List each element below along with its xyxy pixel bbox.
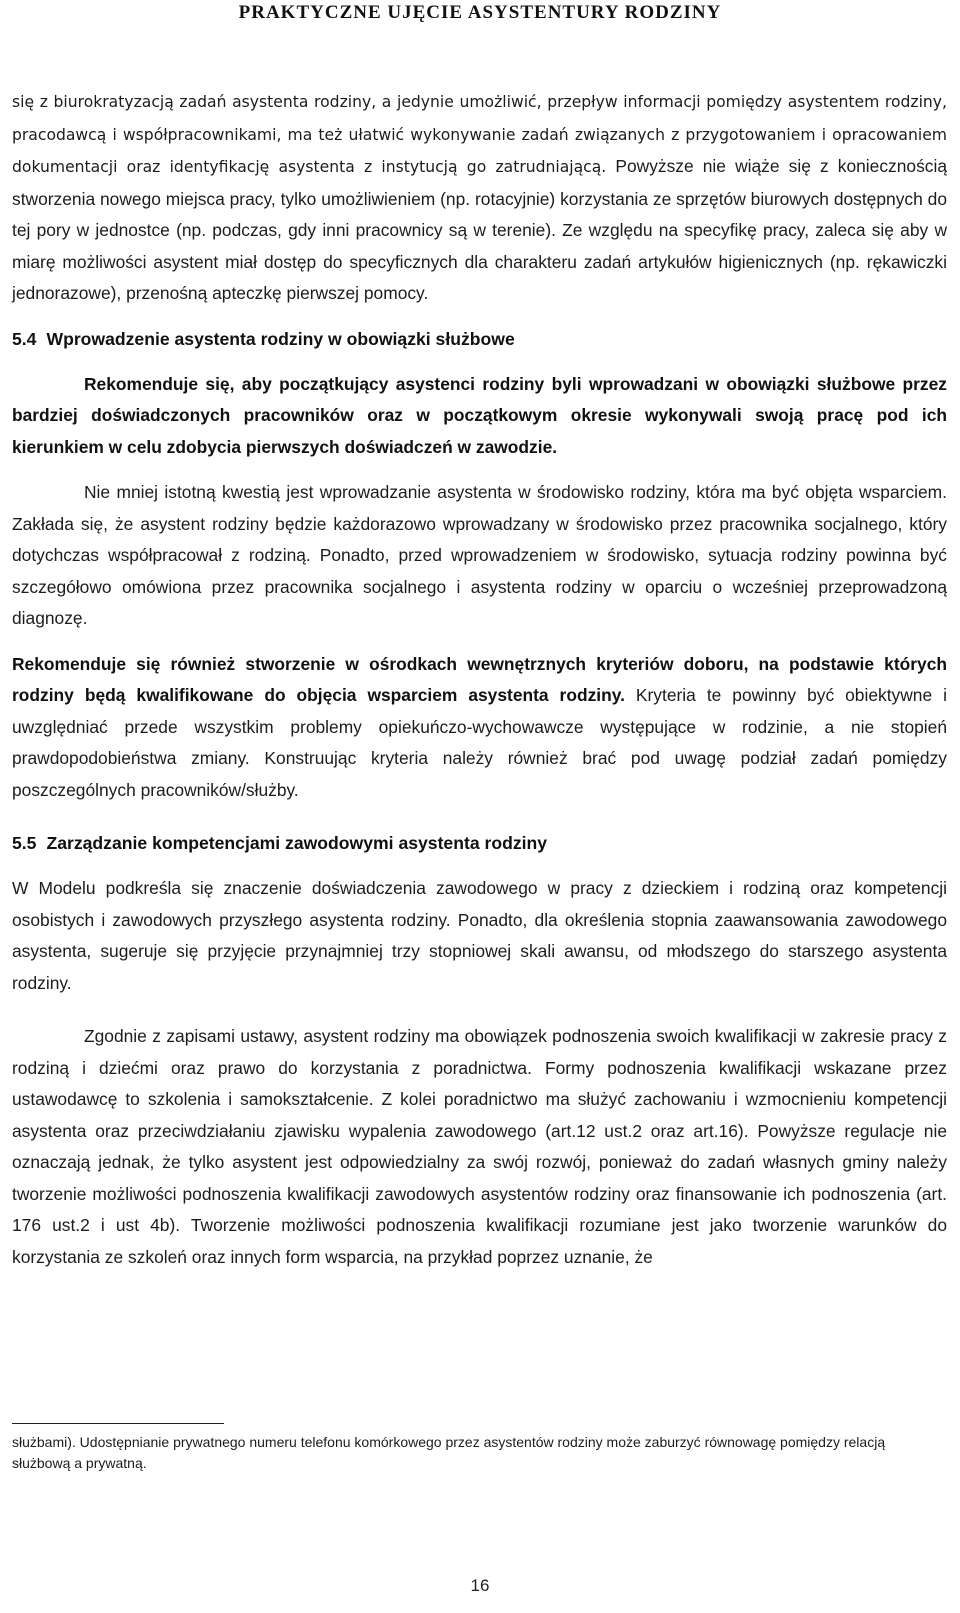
section-title: Zarządzanie kompetencjami zawodowymi asystenta rodziny bbox=[46, 833, 548, 853]
footnote-separator bbox=[12, 1423, 224, 1424]
page-number: 16 bbox=[470, 1576, 490, 1595]
recommendation-paragraph bbox=[12, 369, 947, 464]
paragraph-continuation-part1: się z biurokratyzacją zadań asystenta rodziny, a jedynie umożliwić, przepływ informacji pomiędzy asystentem rodziny, pracodawcą i współpracownikami, ma też ułatwić wykonywanie zadań związanych z przygotowaniem i opracowaniem dokumentacji oraz identyfikację asystenta z instytucją go zatrudniającą. bbox=[12, 93, 947, 176]
section-title: Wprowadzenie asystenta rodziny w obowiązki służbowe bbox=[46, 328, 515, 349]
paragraph-statute: Zgodnie z zapisami ustawy, asystent rodziny ma obowiązek podnoszenia swoich kwalifikacji w zakresie pracy z rodziną i dziećmi oraz prawo do korzystania z poradnictwa. Formy podnoszenia kwalifikacji wskazane przez ustawodawcę to szkolenia i samokształcenie. Z kolei poradnictwo ma służyć zachowaniu i wzmocnieniu kompetencji asystenta oraz przeciwdziałaniu zjawisku wypalenia zawodowego (art.12 ust.2 oraz art.16). Powyższe regulacje nie oznaczają jednak, że tylko asystent jest odpowiedzialny za swój rozwój, ponieważ do zadań własnych gminy należy tworzenie możliwości podnoszenia kwalifikacji zawodowych asystentów rodziny oraz finansowanie ich podnoszenia (art. 176 ust.2 i ust 4b). Tworzenie możliwości podnoszenia kwalifikacji rozumiane jest jako tworzenie warunków do korzystania ze szkoleń oraz innych form wsparcia, na przykład poprzez uznanie, że bbox=[12, 1026, 947, 1267]
section-number: 5.5 bbox=[12, 833, 37, 853]
footnote: służbami). Udostępnianie prywatnego numeru telefonu komórkowego przez asystentów rodziny może zaburzyć równowagę pomiędzy relacją służbową a prywatną. bbox=[12, 1434, 886, 1471]
running-header: PRAKTYCZNE UJĘCIE ASYSTENTURY RODZINY bbox=[238, 2, 722, 23]
paragraph-continuation-part2: Powyższe nie wiąże się z koniecznością stworzenia nowego miejsca pracy, tylko umożliwieniem (np. rotacyjnie) korzystania ze sprzętów biurowych dostępnych do tej pory w jednostce (np. podczas, gdy inni pracownicy są w terenie). Ze względu na specyfikę pracy, zaleca się aby w miarę możliwości asystent miał dostęp do specyficznych dla charakteru zadań artykułów higienicznych (np. rękawiczki jednorazowe), przenośną apteczkę pierwszej pomocy. bbox=[12, 156, 947, 303]
paragraph-family-introduction: Nie mniej istotną kwestią jest wprowadzanie asystenta w środowisko rodziny, która ma być objęta wsparciem. Zakłada się, że asystent rodziny będzie każdorazowo wprowadzany w środowisko przez pracownika socjalnego, który dotychczas współpracował z rodziną. Ponadto, przed wprowadzeniem w środowisko, sytuacja rodziny powinna być szczegółowo omówiona przez pracownika socjalnego i asystenta rodziny w oparciu o wcześniej przeprowadzoną diagnozę. bbox=[12, 482, 947, 628]
section-heading-5-4 bbox=[12, 324, 947, 355]
paragraph-continuation bbox=[12, 86, 947, 310]
section-heading-5-5 bbox=[12, 828, 947, 859]
page-body bbox=[12, 86, 947, 1273]
paragraph-model: W Modelu podkreśla się znaczenie doświadczenia zawodowego w pracy z dzieckiem i rodziną oraz kompetencji osobistych i zawodowych przyszłego asystenta rodziny. Ponadto, dla określenia stopnia zaawansowania zawodowego asystenta, sugeruje się przyjęcie przynajmniej trzy stopniowej skali awansu, od młodszego do starszego asystenta rodziny. bbox=[12, 878, 947, 993]
paragraph-criteria bbox=[12, 649, 947, 807]
section-number: 5.4 bbox=[12, 328, 37, 349]
recommendation-bold-text: Rekomenduje się, aby początkujący asystenci rodziny byli wprowadzani w obowiązki służbowe przez bardziej doświadczonych pracowników oraz w początkowym okresie wykonywali swoją pracę pod ich kierunkiem w celu zdobycia pierwszych doświadczeń w zawodzie. bbox=[12, 373, 947, 457]
criteria-text: Kryteria te powinny być obiektywne i uwzględniać przede wszystkim problemy opiekuńczo-wychowawcze występujące w rodzinie, a nie stopień prawdopodobieństwa zmiany. Konstruując kryteria należy również brać pod uwagę podział zadań pomiędzy poszczególnych pracowników/służby. bbox=[12, 685, 947, 800]
criteria-bold-text: Rekomenduje się również stworzenie w ośrodkach wewnętrznych kryteriów doboru, na podstawie których rodziny będą kwalifikowane do objęcia wsparciem asystenta rodziny. bbox=[12, 653, 947, 705]
